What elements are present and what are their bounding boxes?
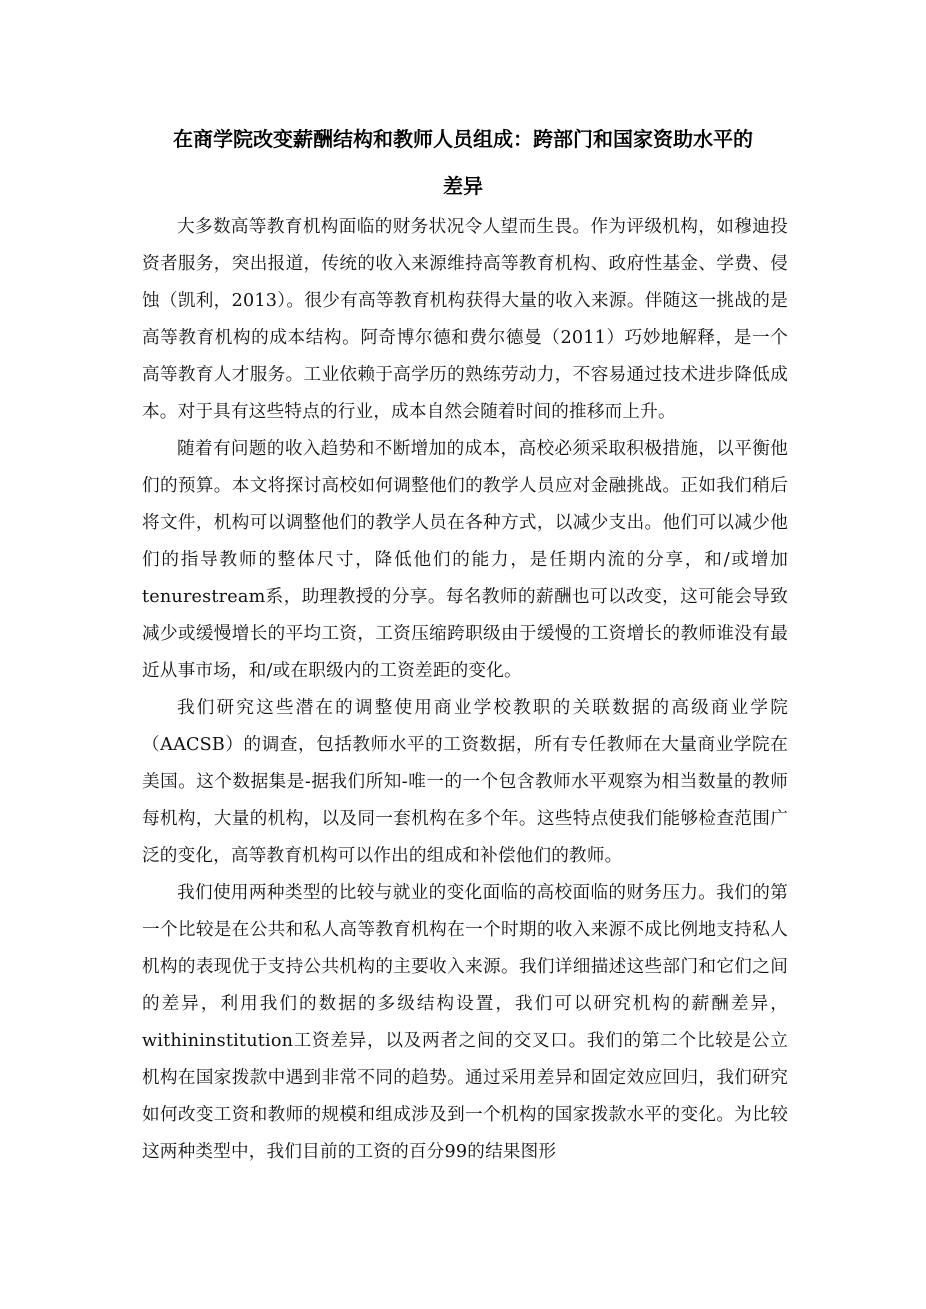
paragraph-2: 随着有问题的收入趋势和不断增加的成本，高校必须采取积极措施，以平衡他们的预算。本文将探讨高校如何调整他们的教学人员应对金融挑战。正如我们稍后将文件，机构可以调整他们的教学人员在各种方式，以减少支出。他们可以减少他们的指导教师的整体尺寸，降低他们的能力，是任期内流的分享，和/或增加tenurestream系，助理教授的分享。每名教师的薪酬也可以改变，这可能会导致减少或缓慢增长的平均工资，工资压缩跨职级由于缓慢的工资增长的教师谁没有最近从事市场，和/或在职级内的工资差距的变化。	[142, 439, 788, 681]
document-title-line-1: 在商学院改变薪酬结构和教师人员组成：跨部门和国家资助水平的	[173, 127, 753, 151]
paragraph-4: 我们使用两种类型的比较与就业的变化面临的高校面临的财务压力。我们的第一个比较是在公共和私人高等教育机构在一个时期的收入来源不成比例地支持私人机构的表现优于支持公共机构的主要收入来源。我们详细描述这些部门和它们之间的差异，利用我们的数据的多级结构设置，我们可以研究机构的薪酬差异，withininstitution工资差异，以及两者之间的交叉口。我们的第二个比较是公立机构在国家拨款中遇到非常不同的趋势。通过采用差异和固定效应回归，我们研究如何改变工资和教师的规模和组成涉及到一个机构的国家拨款水平的变化。为比较这两种类型中，我们目前的工资的百分99的结果图形	[142, 883, 788, 1162]
document-body	[142, 209, 788, 1171]
document-title-line-2: 差异	[443, 174, 483, 198]
paragraph-3: 我们研究这些潜在的调整使用商业学校教职的关联数据的高级商业学院（AACSB）的调查，包括教师水平的工资数据，所有专任教师在大量商业学院在美国。这个数据集是-据我们所知-唯一的一个包含教师水平观察为相当数量的教师每机构，大量的机构，以及同一套机构在多个年。这些特点使我们能够检查范围广泛的变化，高等教育机构可以作出的组成和补偿他们的教师。	[142, 698, 788, 866]
paragraph-1: 大多数高等教育机构面临的财务状况令人望而生畏。作为评级机构，如穆迪投资者服务，突出报道，传统的收入来源维持高等教育机构、政府性基金、学费、侵蚀（凯利，2013）。很少有高等教育机构获得大量的收入来源。伴随这一挑战的是高等教育机构的成本结构。阿奇博尔德和费尔德曼（2011）巧妙地解释，是一个高等教育人才服务。工业依赖于高学历的熟练劳动力，不容易通过技术进步降低成本。对于具有这些特点的行业，成本自然会随着时间的推移而上升。	[142, 217, 788, 422]
